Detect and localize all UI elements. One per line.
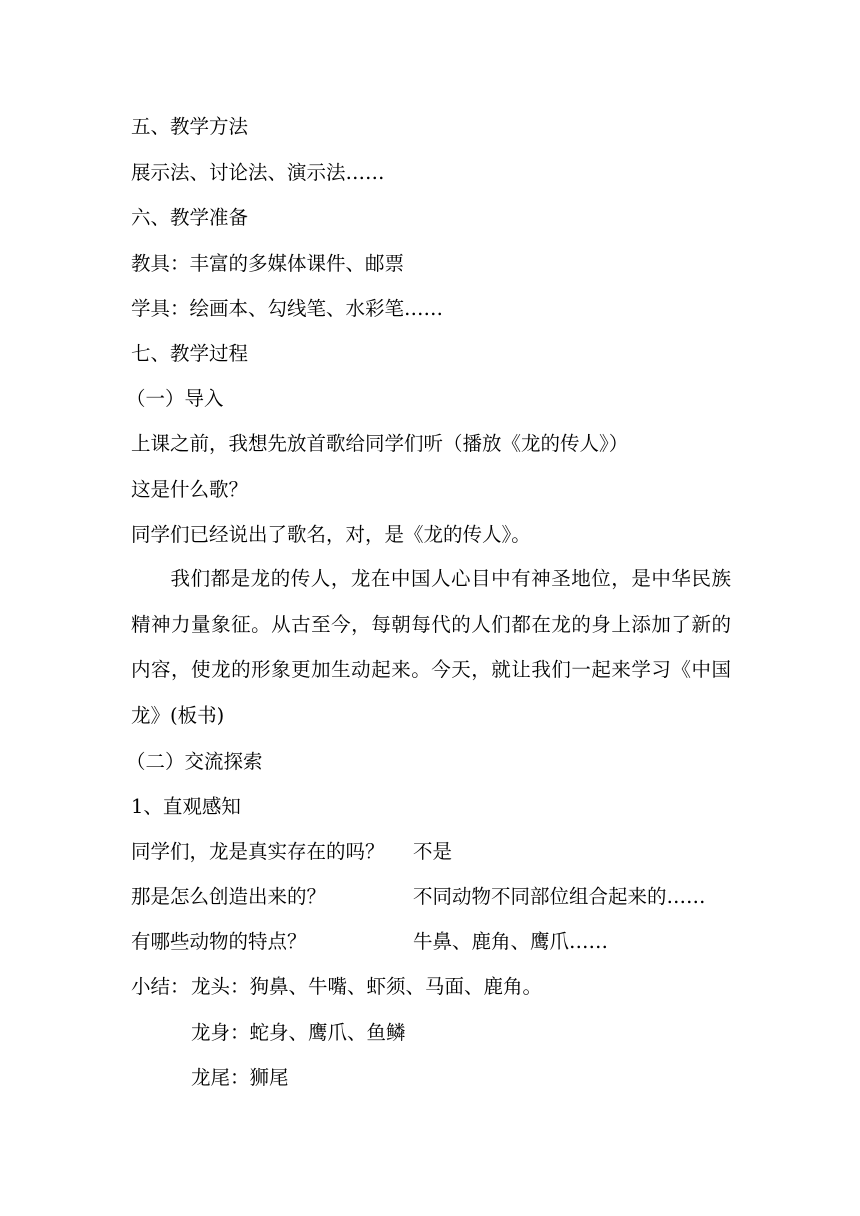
explore-subheading: 1、直观感知 (131, 795, 241, 818)
qa-answer: 不同动物不同部位组合起来的…… (413, 885, 706, 908)
intro-paragraph (131, 556, 731, 738)
teacher-tools: 教具：丰富的多媒体课件、邮票 (131, 252, 405, 275)
summary-item-tail: 龙尾：狮尾 (191, 1066, 289, 1089)
student-tools: 学具：绘画本、勾线笔、水彩笔…… (131, 297, 444, 320)
qa-row (131, 885, 326, 909)
methods-text: 展示法、讨论法、演示法…… (131, 161, 385, 184)
intro-line-1: 上课之前，我想先放首歌给同学们听（播放《龙的传人》） (131, 432, 629, 455)
prep-heading: 六、教学准备 (131, 206, 249, 229)
qa-row (131, 840, 385, 864)
intro-paragraph-text: 我们都是龙的传人，龙在中国人心目中有神圣地位，是中华民族精神力量象征。从古至今，每朝每代的人们都在龙的身上添加了新的内容，使龙的形象更加生动起来。今天，就让我们一起来学习《中国龙》(板书) (131, 567, 731, 727)
qa-question: 那是怎么创造出来的？ (131, 885, 327, 908)
summary-item-body: 龙身：蛇身、鹰爪、鱼鳞 (191, 1021, 406, 1044)
qa-answer: 牛鼻、鹿角、鹰爪…… (413, 930, 609, 953)
qa-question: 有哪些动物的特点？ (131, 930, 307, 953)
intro-line-3: 同学们已经说出了歌名，对，是《龙的传人》。 (131, 523, 531, 546)
qa-answer: 不是 (413, 840, 453, 863)
process-heading: 七、教学过程 (131, 342, 249, 365)
intro-line-2: 这是什么歌？ (131, 478, 249, 501)
qa-question: 同学们，龙是真实存在的吗？ (131, 840, 385, 863)
qa-row (131, 930, 307, 954)
methods-heading: 五、教学方法 (131, 115, 249, 138)
intro-heading: （一）导入 (126, 387, 224, 410)
summary-item-head: 龙头：狗鼻、牛嘴、虾须、马面、鹿角。 (191, 975, 543, 998)
summary-label: 小结： (131, 975, 190, 998)
explore-heading: （二）交流探索 (126, 750, 263, 773)
